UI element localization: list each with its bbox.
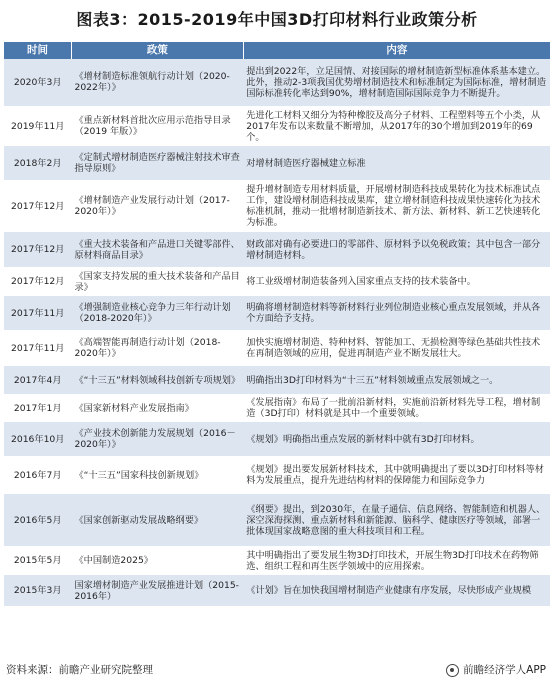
row-content: 《纲要》提出，到2030年，在量子通信、信息网络、智能制造和机器人、深空深海探测、重点新材料和新能源、脑科学、健康医疗等领域，部署一批体现国家战略意图的重大科技项目和工程。 xyxy=(243,494,550,546)
row-content: 先进化工材料又细分为特种橡胶及高分子材料、工程塑料等五个小类，从2017年发布以来数量不断增加，从2017年的30个增加到2019年的69个。 xyxy=(243,106,550,146)
row-content: 《规划》明确指出重点发展的新材料中就有3D打印材料。 xyxy=(243,422,550,456)
table-row xyxy=(4,59,550,106)
row-policy: 《产业技术创新能力发展规划（2016－2020年）》 xyxy=(71,422,243,456)
row-time: 2017年12月 xyxy=(4,180,71,232)
policy-table xyxy=(4,42,550,607)
row-time: 2017年12月 xyxy=(4,232,71,267)
table-row xyxy=(4,575,550,606)
row-content: 明确指出3D打印材料为“十三五”材料领域重点发展领域之一。 xyxy=(243,366,550,394)
row-policy: 《中国制造2025》 xyxy=(71,546,243,575)
table-row xyxy=(4,366,550,394)
row-time: 2018年2月 xyxy=(4,146,71,180)
footer xyxy=(0,658,554,682)
row-policy: 《增强制造业核心竞争力三年行动计划（2018-2020年）》 xyxy=(71,296,243,330)
table-row xyxy=(4,330,550,366)
row-time: 2017年1月 xyxy=(4,394,71,422)
table-row xyxy=(4,296,550,330)
table-row xyxy=(4,456,550,494)
row-content: 《规划》提出要发展新材料技术，其中就明确提出了要以3D打印材料等材料为发展重点，提升先进结构材料的保障能力和国际竞争力 xyxy=(243,456,550,494)
row-policy: 《国家支持发展的重大技术装备和产品目录》 xyxy=(71,267,243,296)
row-time: 2016年5月 xyxy=(4,494,71,546)
table-row xyxy=(4,106,550,146)
row-content: 其中明确指出了要发展生物3D打印技术，开展生物3D打印技术在药物筛选、组织工程和再生医学领域中的应用探索。 xyxy=(243,546,550,575)
row-policy: 《重大技术装备和产品进口关键零部件、原材料商品目录》 xyxy=(71,232,243,267)
row-time: 2020年3月 xyxy=(4,59,71,106)
row-content: 提出到2022年，立足国情、对接国际的增材制造新型标准体系基本建立。此外，推动2-3项我国优势增材制造技术和标准制定为国际标准，增材制造国际标准转化率达到90%，增材制造国际国际竞争力不断提升。 xyxy=(243,59,550,106)
row-time: 2017年11月 xyxy=(4,330,71,366)
row-policy: 国家增材制造产业发展推进计划（2015-2016年） xyxy=(71,575,243,606)
row-content: 加快实施增材制造、特种材料、智能加工、无损检测等绿色基础共性技术在再制造领域的应用，促进再制造产业不断发展壮大。 xyxy=(243,330,550,366)
page-title: 图表3：2015-2019年中国3D打印材料行业政策分析 xyxy=(76,10,478,29)
table-row xyxy=(4,267,550,296)
row-time: 2015年3月 xyxy=(4,575,71,606)
row-time: 2017年4月 xyxy=(4,366,71,394)
row-policy: 《国家创新驱动发展战略纲要》 xyxy=(71,494,243,546)
row-time: 2019年11月 xyxy=(4,106,71,146)
row-time: 2015年5月 xyxy=(4,546,71,575)
brand-name: 前瞻经济学人APP xyxy=(463,664,546,676)
table-row xyxy=(4,494,550,546)
table-row xyxy=(4,232,550,267)
row-time: 2017年12月 xyxy=(4,267,71,296)
qianzhan-logo-icon xyxy=(446,664,459,677)
row-policy: 《定制式增材制造医疗器械注射技术审查指导原则》 xyxy=(71,146,243,180)
brand-mark xyxy=(446,658,546,682)
table-row xyxy=(4,146,550,180)
row-content: 明确将增材制造材料等新材料行业列位制造业核心重点发展领域，并从各个方面给予支持。 xyxy=(243,296,550,330)
row-policy: 《高端智能再制造行动计划（2018-2020年）》 xyxy=(71,330,243,366)
row-content: 对增材制造医疗器械建立标准 xyxy=(243,146,550,180)
row-policy: 《国家新材料产业发展指南》 xyxy=(71,394,243,422)
row-time: 2017年11月 xyxy=(4,296,71,330)
row-content: 将工业级增材制造装备列入国家重点支持的技术装备中。 xyxy=(243,267,550,296)
table-row xyxy=(4,546,550,575)
table-header-row xyxy=(4,42,550,59)
row-content: 财政部对确有必要进口的零部件、原材料予以免税政策；其中包含一部分增材制造材料。 xyxy=(243,232,550,267)
row-content: 《计划》旨在加快我国增材制造产业健康有序发展，尽快形成产业规模 xyxy=(243,575,550,606)
row-policy: 《“十三五”国家科技创新规划》 xyxy=(71,456,243,494)
row-policy: 《重点新材料首批次应用示范指导目录（2019 年版）》 xyxy=(71,106,243,146)
source-note: 资料来源：前瞻产业研究院整理 xyxy=(6,664,153,676)
table-row xyxy=(4,394,550,422)
row-content: 提升增材制造专用材料质量，开展增材制造科技成果转化为技术标准试点工作，建设增材制造科技成果库，建立增材制造科技成果快速转化为技术标准机制，推动一批增材制造新技术、新方法、新材料、新工艺快速转化为标准。 xyxy=(243,180,550,232)
row-policy: 《增材制造标准领航行动计划（2020-2022年）》 xyxy=(71,59,243,106)
row-time: 2016年10月 xyxy=(4,422,71,456)
table-row xyxy=(4,422,550,456)
header-content: 内容 xyxy=(243,42,550,59)
header-time: 时间 xyxy=(4,42,71,59)
row-time: 2016年7月 xyxy=(4,456,71,494)
row-policy: 《增材制造产业发展行动计划（2017-2020年）》 xyxy=(71,180,243,232)
row-content: 《发展指南》布局了一批前沿新材料，实施前沿新材料先导工程，增材制造（3D打印）材料就是其中一个重要领域。 xyxy=(243,394,550,422)
header-policy: 政策 xyxy=(71,42,243,59)
table-row xyxy=(4,180,550,232)
row-policy: 《“十三五”材料领域科技创新专项规划》 xyxy=(71,366,243,394)
